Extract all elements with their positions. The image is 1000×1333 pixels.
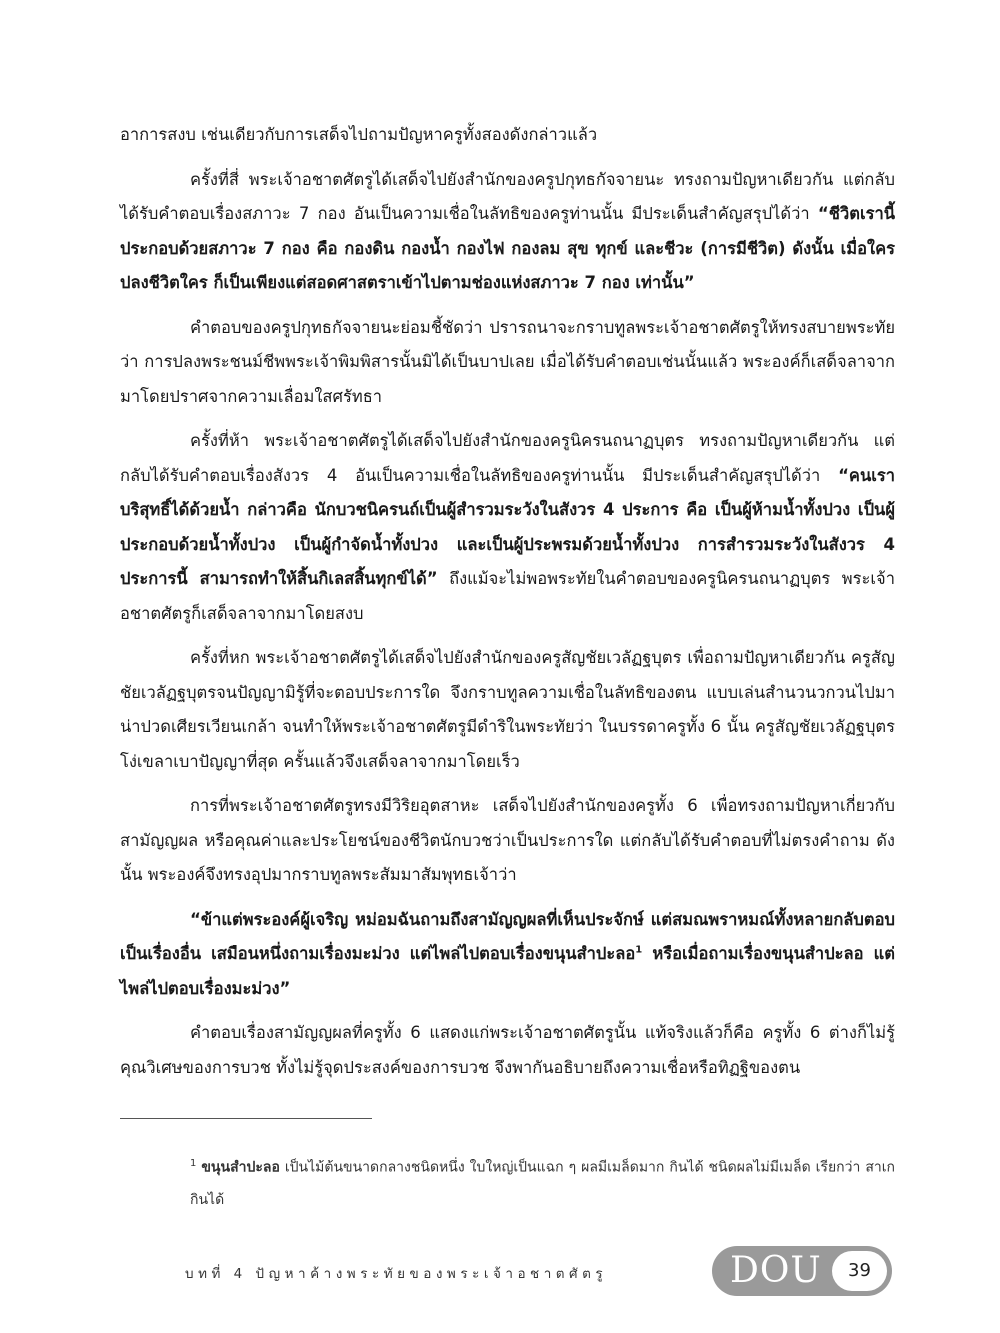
paragraph-6: การที่พระเจ้าอชาตศัตรูทรงมีวิริยอุตสาหะ เสด็จไปยังสำนักของครูทั้ง 6 เพื่อทรงถามปัญหาเกี่ยวกับสามัญญผล หรือคุณค่าและประโยชน์ของชีวิตนักบวชว่าเป็นประการใด แต่กลับได้รับคำตอบที่ไม่ตรงคำถาม ดังนั้น พระองค์จึงทรงอุปมากราบทูลพระสัมมาสัมพุทธเจ้าว่า (120, 796, 895, 884)
footer-chapter-title: บทที่ 4 ปัญหาค้างพระทัยของพระเจ้าอชาตศัตรู (185, 1266, 608, 1282)
paragraph-3: คำตอบของครูปกุทธกัจจายนะย่อมชี้ชัดว่า ปรารถนาจะกราบทูลพระเจ้าอชาตศัตรูให้ทรงสบายพระทัยว่า การปลงพระชนม์ชีพพระเจ้าพิมพิสารนั้นมิได้เป็นบาปเลย เมื่อได้รับคำตอบเช่นนั้นแล้ว พระองค์ก็เสด็จลาจากมาโดยปราศจากความเลื่อมใสศรัทธา (120, 317, 895, 406)
quote-text-a: “ข้าแต่พระองค์ผู้เจริญ หม่อมฉันถามถึงสามัญญผลที่เห็นประจักษ์ แต่สมณพราหมณ์ทั้งหลายกลับตอบเป็นเรื่องอื่น เสมือนหนึ่งถามเรื่องมะม่วง แต่ไพล่ไปตอบเรื่องขนุนสำปะลอ (120, 909, 895, 963)
footnote-body (120, 1148, 895, 1216)
paragraph-7: คำตอบเรื่องสามัญญผลที่ครูทั้ง 6 แสดงแก่พระเจ้าอชาตศัตรูนั้น แท้จริงแล้วก็คือ ครูทั้ง 6 ต่างก็ไม่รู้คุณวิเศษของการบวช ทั้งไม่รู้จุดประสงค์ของการบวช จึงพากันอธิบายถึงความเชื่อหรือทิฏฐิของตน (120, 1023, 895, 1077)
quote-paragraph (120, 903, 895, 1007)
paragraph-4-tail: ถึงแม้จะไม่พอพระทัยในคำตอบของครูนิครนถนาฏบุตร พระเจ้าอชาตศัตรูก็เสด็จลาจากมาโดยสงบ (120, 569, 895, 623)
paragraph-2-quote: “ชีวิตเรานี้ประกอบด้วยสภาวะ 7 กอง คือ กองดิน กองน้ำ กองไฟ กองลม สุข ทุกข์ และชีวะ (การมีชีวิต) ดังนั้น เมื่อใครปลงชีวิตใคร ก็เป็นเพียงแต่สอดศาสตราเข้าไปตามช่องแห่งสภาวะ 7 กอง เท่านั้น” (120, 204, 895, 292)
paragraph-4-quote: “คนเราบริสุทธิ์ได้ด้วยน้ำ กล่าวคือ นักบวชนิครนถ์เป็นผู้สำรวมระวังในสังวร 4 ประการ คือ เป็นผู้ห้ามน้ำทั้งปวง เป็นผู้ประกอบด้วยน้ำทั้งปวง เป็นผู้กำจัดน้ำทั้งปวง และเป็นผู้ประพรมด้วยน้ำทั้งปวง การสำรวมระวังในสังวร 4 ประการนี้ สามารถทำให้สิ้นกิเลสสิ้นทุกข์ได้” (120, 465, 895, 588)
footnote (120, 1148, 895, 1216)
paragraph-4 (120, 424, 895, 631)
paragraph-2-text: ครั้งที่สี่ พระเจ้าอชาตศัตรูได้เสด็จไปยังสำนักของครูปกุทธกัจจายนะ ทรงถามปัญหาเดียวกัน แต่กลับได้รับคำตอบเรื่องสภาวะ 7 กอง อันเป็นความเชื่อในลัทธิของครูท่านนั้น มีประเด็นสำคัญสรุปได้ว่า (120, 169, 895, 223)
footnote-reference[interactable]: 1 (635, 944, 643, 956)
page-number: 39 (832, 1251, 887, 1291)
dou-logo-badge (712, 1246, 892, 1296)
footnote-text: เป็นไม้ต้นขนาดกลางชนิดหนึ่ง ใบใหญ่เป็นแฉก ๆ ผลมีเมล็ดมาก กินได้ ชนิดผลไม่มีเมล็ด เรียกว่า สาเก กินได้ (190, 1159, 895, 1208)
footnote-number: 1 (190, 1158, 197, 1169)
body-text (120, 118, 895, 1095)
paragraph-5: ครั้งที่หก พระเจ้าอชาตศัตรูได้เสด็จไปยังสำนักของครูสัญชัยเวลัฏฐบุตร เพื่อถามปัญหาเดียวกัน ครูสัญชัยเวลัฏฐบุตรจนปัญญามิรู้ที่จะตอบประการใด จึงกราบทูลความเชื่อในลัทธิของตน แบบเล่นสำนวนวกวนไปมาน่าปวดเศียรเวียนเกล้า จนทำให้พระเจ้าอชาตศัตรูมีดำริในพระทัยว่า ในบรรดาครูทั้ง 6 นั้น ครูสัญชัยเวลัฏฐบุตรโง่เขลาเบาปัญญาที่สุด ครั้นแล้วจึงเสด็จลาจากมาโดยเร็ว (120, 648, 895, 771)
paragraph-1: อาการสงบ เช่นเดียวกับการเสด็จไปถามปัญหาครูทั้งสองดังกล่าวแล้ว (120, 125, 598, 144)
dou-logo-text: DOU (730, 1250, 822, 1291)
quote-text-b: หรือเมื่อถามเรื่องขนุนสำปะลอ แต่ไพล่ไปตอบเรื่องมะม่วง” (120, 944, 895, 998)
paragraph-2 (120, 163, 895, 301)
footnote-term: ขนุนสำปะลอ (201, 1159, 280, 1176)
footnote-divider (120, 1118, 372, 1119)
paragraph-4-text: ครั้งที่ห้า พระเจ้าอชาตศัตรูได้เสด็จไปยังสำนักของครูนิครนถนาฏบุตร ทรงถามปัญหาเดียวกัน แต่กลับได้รับคำตอบเรื่องสังวร 4 อันเป็นความเชื่อในลัทธิของครูท่านนั้น มีประเด็นสำคัญสรุปได้ว่า (120, 431, 895, 485)
